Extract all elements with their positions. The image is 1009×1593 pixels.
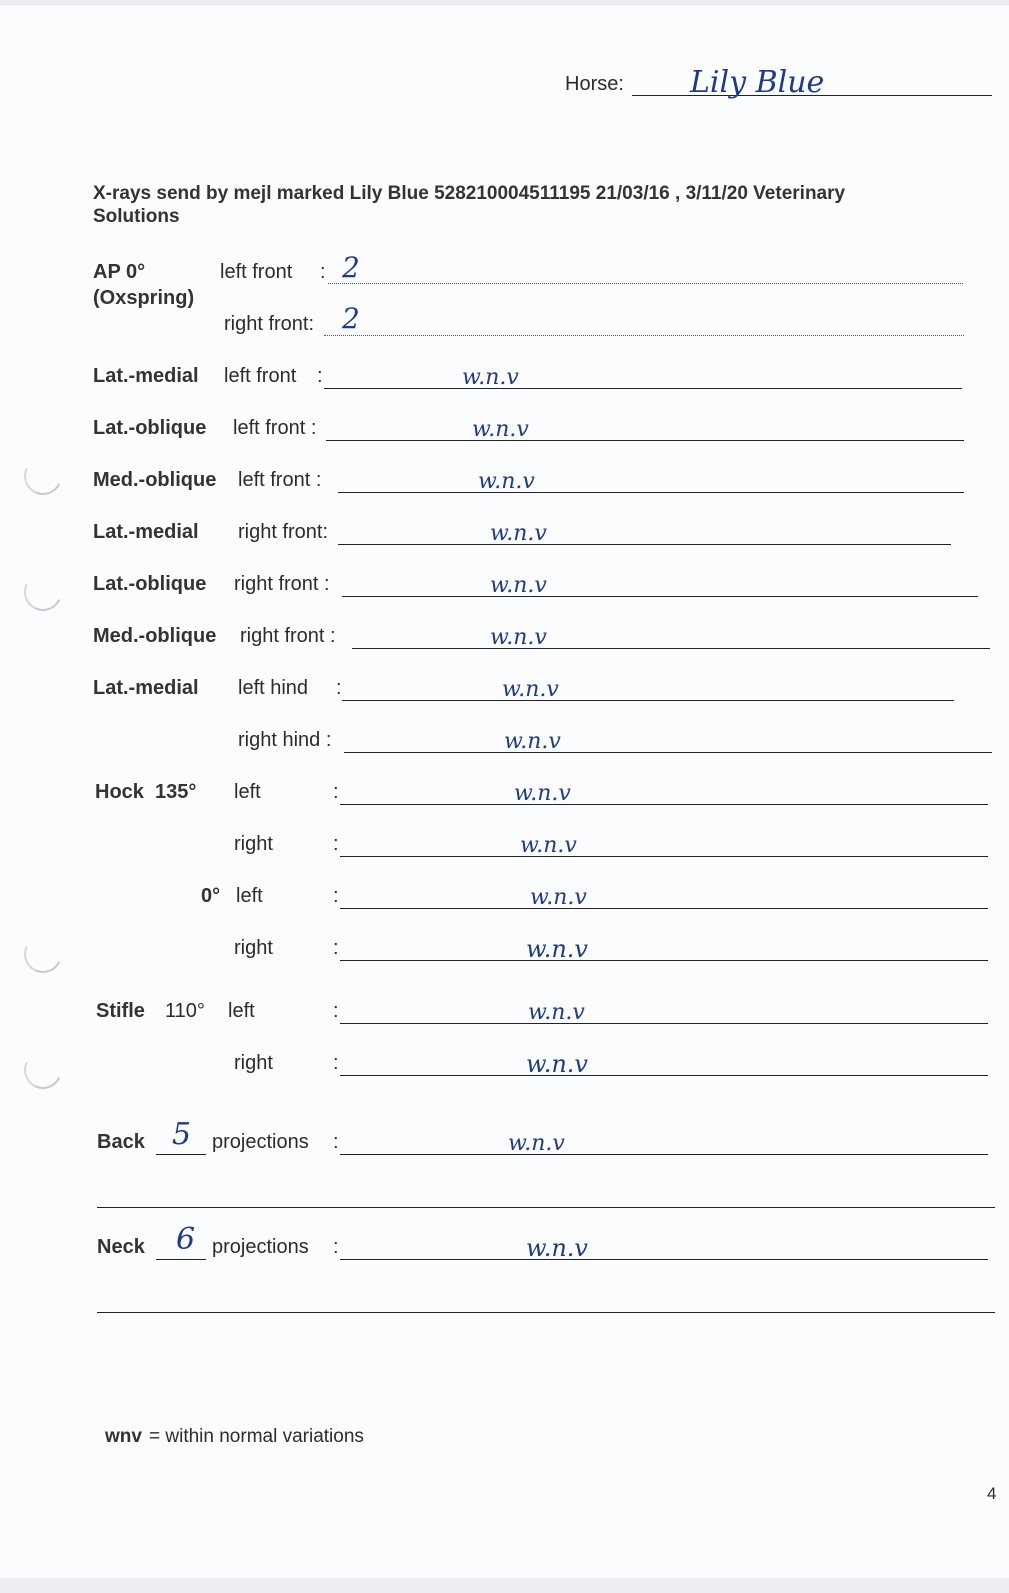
row-6-line: [342, 596, 978, 597]
legend-abbr: wnv: [105, 1426, 142, 1447]
row-13-sub: right: [234, 937, 273, 959]
row-6-category: Lat.-oblique: [93, 573, 207, 595]
row-6-value: w.n.v: [490, 573, 547, 598]
row-ap-right-sub: right front:: [224, 313, 315, 335]
row-9-value: w.n.v: [504, 729, 561, 754]
row-8-sub: left hind: [238, 677, 309, 699]
row-2-category: Lat.-medial: [93, 365, 199, 387]
row-3-value: w.n.v: [472, 417, 529, 442]
row-8-line: [342, 700, 954, 701]
horse-name-handwritten: Lily Blue: [690, 65, 825, 100]
row-12-value: w.n.v: [530, 885, 587, 910]
row-16-colon: :: [333, 1131, 339, 1153]
row-7-category: Med.-oblique: [93, 625, 217, 647]
row-16-count: 5: [172, 1117, 192, 1152]
row-11-colon: :: [333, 833, 339, 855]
row-16-line: [340, 1154, 988, 1155]
row-15-colon: :: [333, 1052, 339, 1074]
row-7-line: [352, 648, 990, 649]
row-ap-left-line: [328, 283, 963, 284]
row-14-category: Stifle: [96, 1000, 145, 1022]
row-ap-category: AP 0°: [93, 261, 146, 283]
row-2-value: w.n.v: [462, 365, 519, 390]
row-17-sub: projections: [212, 1236, 309, 1258]
row-3-category: Lat.-oblique: [93, 417, 207, 439]
row-5-value: w.n.v: [490, 521, 547, 546]
row-3-sub: left front :: [233, 417, 317, 439]
row-2-line: [324, 388, 962, 389]
row-ap-right-value: 2: [342, 302, 360, 335]
row-15-value: w.n.v: [526, 1050, 588, 1078]
intro-line-2: Solutions: [93, 206, 180, 227]
page-number: 4: [987, 1484, 997, 1503]
row-16-count-line: [156, 1154, 206, 1155]
row-12-colon: :: [333, 885, 339, 907]
row-17-count-line: [156, 1259, 206, 1260]
row-12-sub: left: [236, 885, 263, 907]
row-13-colon: :: [333, 937, 339, 959]
row-8-value: w.n.v: [502, 677, 559, 702]
row-16-category: Back: [97, 1131, 145, 1153]
punch-hole-1: [19, 452, 68, 501]
row-9-line: [344, 752, 992, 753]
row-ap-left-value: 2: [342, 251, 360, 284]
row-17-colon: :: [333, 1236, 339, 1258]
row-12-angle: 0°: [201, 885, 221, 907]
row-16-value: w.n.v: [508, 1131, 565, 1156]
row-11-sub: right: [234, 833, 273, 855]
row-15-line: [340, 1075, 988, 1076]
row-14-colon: :: [333, 1000, 339, 1022]
row-ap-left-colon: :: [320, 261, 326, 283]
row-17-category: Neck: [97, 1236, 145, 1258]
row-4-category: Med.-oblique: [93, 469, 217, 491]
row-3-line: [326, 440, 964, 441]
row-17-count: 6: [176, 1222, 196, 1257]
row-8-category: Lat.-medial: [93, 677, 199, 699]
row-2-colon: :: [317, 365, 323, 387]
row-10-line: [340, 804, 988, 805]
row-7-sub: right front :: [240, 625, 336, 647]
horse-label: Horse:: [565, 73, 624, 95]
row-5-category: Lat.-medial: [93, 521, 199, 543]
row-13-line: [340, 960, 988, 961]
punch-hole-3: [19, 930, 68, 979]
legend-text: = within normal variations: [149, 1426, 364, 1447]
row-17-line: [340, 1259, 988, 1260]
row-ap-right-line: [324, 335, 964, 336]
row-10-category: Hock 135°: [95, 781, 197, 803]
row-14-value: w.n.v: [528, 1000, 585, 1025]
punch-hole-2: [19, 568, 68, 617]
row-ap-category-sub: (Oxspring): [93, 287, 195, 309]
row-14-sub: left: [228, 1000, 255, 1022]
row-16-extra-line: [97, 1207, 995, 1208]
row-10-sub: left: [234, 781, 261, 803]
row-9-sub: right hind :: [238, 729, 332, 751]
row-4-sub: left front :: [238, 469, 322, 491]
row-8-colon: :: [336, 677, 342, 699]
row-4-line: [338, 492, 964, 493]
row-13-value: w.n.v: [526, 935, 588, 963]
row-2-sub: left front: [224, 365, 297, 387]
row-17-extra-line: [97, 1312, 995, 1313]
row-6-sub: right front :: [234, 573, 330, 595]
row-12-line: [340, 908, 988, 909]
row-10-colon: :: [333, 781, 339, 803]
row-15-sub: right: [234, 1052, 273, 1074]
row-11-line: [340, 856, 988, 857]
punch-hole-4: [19, 1046, 68, 1095]
row-14-line: [340, 1023, 988, 1024]
row-4-value: w.n.v: [478, 469, 535, 494]
row-17-value: w.n.v: [526, 1234, 588, 1262]
row-14-angle: 110°: [165, 1000, 205, 1022]
row-7-value: w.n.v: [490, 625, 547, 650]
row-11-value: w.n.v: [520, 833, 577, 858]
row-5-sub: right front:: [238, 521, 329, 543]
form-page: [0, 4, 1009, 1578]
row-16-sub: projections: [212, 1131, 309, 1153]
row-10-value: w.n.v: [514, 781, 571, 806]
row-5-line: [338, 544, 951, 545]
row-ap-left-sub: left front: [220, 261, 293, 283]
intro-line-1: X-rays send by mejl marked Lily Blue 528210004511195 21/03/16 , 3/11/20 Veterinary: [93, 183, 846, 204]
